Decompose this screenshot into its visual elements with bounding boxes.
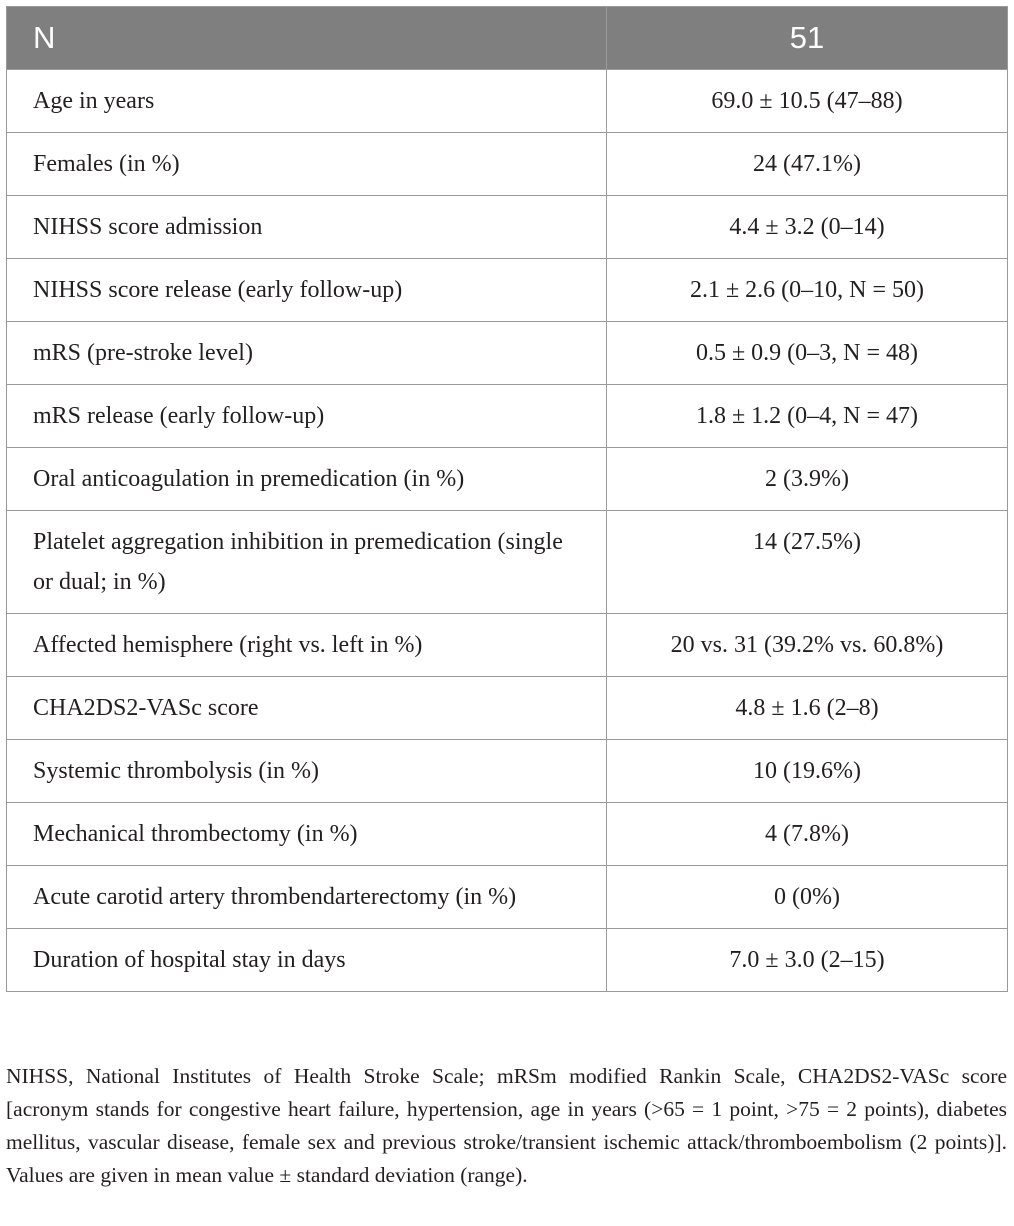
row-label: Acute carotid artery thrombendarterectomy (in %) (7, 866, 607, 929)
row-label: NIHSS score admission (7, 196, 607, 259)
row-value: 7.0 ± 3.0 (2–15) (607, 929, 1008, 992)
row-label: NIHSS score release (early follow-up) (7, 259, 607, 322)
table-row (7, 803, 1008, 866)
row-label: mRS release (early follow-up) (7, 385, 607, 448)
header-col-count: 51 (607, 7, 1008, 70)
table-row (7, 614, 1008, 677)
header-col-n: N (7, 7, 607, 70)
table-header (7, 7, 1008, 70)
row-label: Females (in %) (7, 133, 607, 196)
row-value: 10 (19.6%) (607, 740, 1008, 803)
table-row (7, 929, 1008, 992)
table-row (7, 70, 1008, 133)
row-value: 4.4 ± 3.2 (0–14) (607, 196, 1008, 259)
row-value: 24 (47.1%) (607, 133, 1008, 196)
row-value: 0.5 ± 0.9 (0–3, N = 48) (607, 322, 1008, 385)
row-value: 4.8 ± 1.6 (2–8) (607, 677, 1008, 740)
row-label: CHA2DS2-VASc score (7, 677, 607, 740)
row-value: 14 (27.5%) (607, 511, 1008, 614)
row-value: 20 vs. 31 (39.2% vs. 60.8%) (607, 614, 1008, 677)
table-row (7, 196, 1008, 259)
row-label: mRS (pre-stroke level) (7, 322, 607, 385)
table-row (7, 740, 1008, 803)
table-row (7, 322, 1008, 385)
table-row (7, 259, 1008, 322)
characteristics-table (6, 6, 1008, 992)
row-label: Duration of hospital stay in days (7, 929, 607, 992)
row-label: Mechanical thrombectomy (in %) (7, 803, 607, 866)
row-value: 4 (7.8%) (607, 803, 1008, 866)
table-body (7, 70, 1008, 992)
row-value: 0 (0%) (607, 866, 1008, 929)
table-row (7, 511, 1008, 614)
row-label: Systemic thrombolysis (in %) (7, 740, 607, 803)
row-value: 1.8 ± 1.2 (0–4, N = 47) (607, 385, 1008, 448)
table-row (7, 677, 1008, 740)
table-footnote: NIHSS, National Institutes of Health Stroke Scale; mRSm modified Rankin Scale, CHA2DS2-VASc score [acronym stands for congestive heart failure, hypertension, age in years (>65 = 1 point, >75 = 2 points), diabetes mellitus, vascular disease, female sex and previous stroke/transient ischemic attack/thromboembolism (2 points)]. Values are given in mean value ± standard deviation (range). (6, 1063, 1007, 1187)
characteristics-table-container (6, 6, 1007, 992)
table-row (7, 133, 1008, 196)
row-label: Age in years (7, 70, 607, 133)
table-row (7, 866, 1008, 929)
table-row (7, 448, 1008, 511)
row-label: Platelet aggregation inhibition in premedication (single or dual; in %) (7, 511, 607, 614)
header-row (7, 7, 1008, 70)
table-row (7, 385, 1008, 448)
row-value: 2 (3.9%) (607, 448, 1008, 511)
row-value: 69.0 ± 10.5 (47–88) (607, 70, 1008, 133)
row-value: 2.1 ± 2.6 (0–10, N = 50) (607, 259, 1008, 322)
row-label: Oral anticoagulation in premedication (in %) (7, 448, 607, 511)
row-label: Affected hemisphere (right vs. left in %) (7, 614, 607, 677)
